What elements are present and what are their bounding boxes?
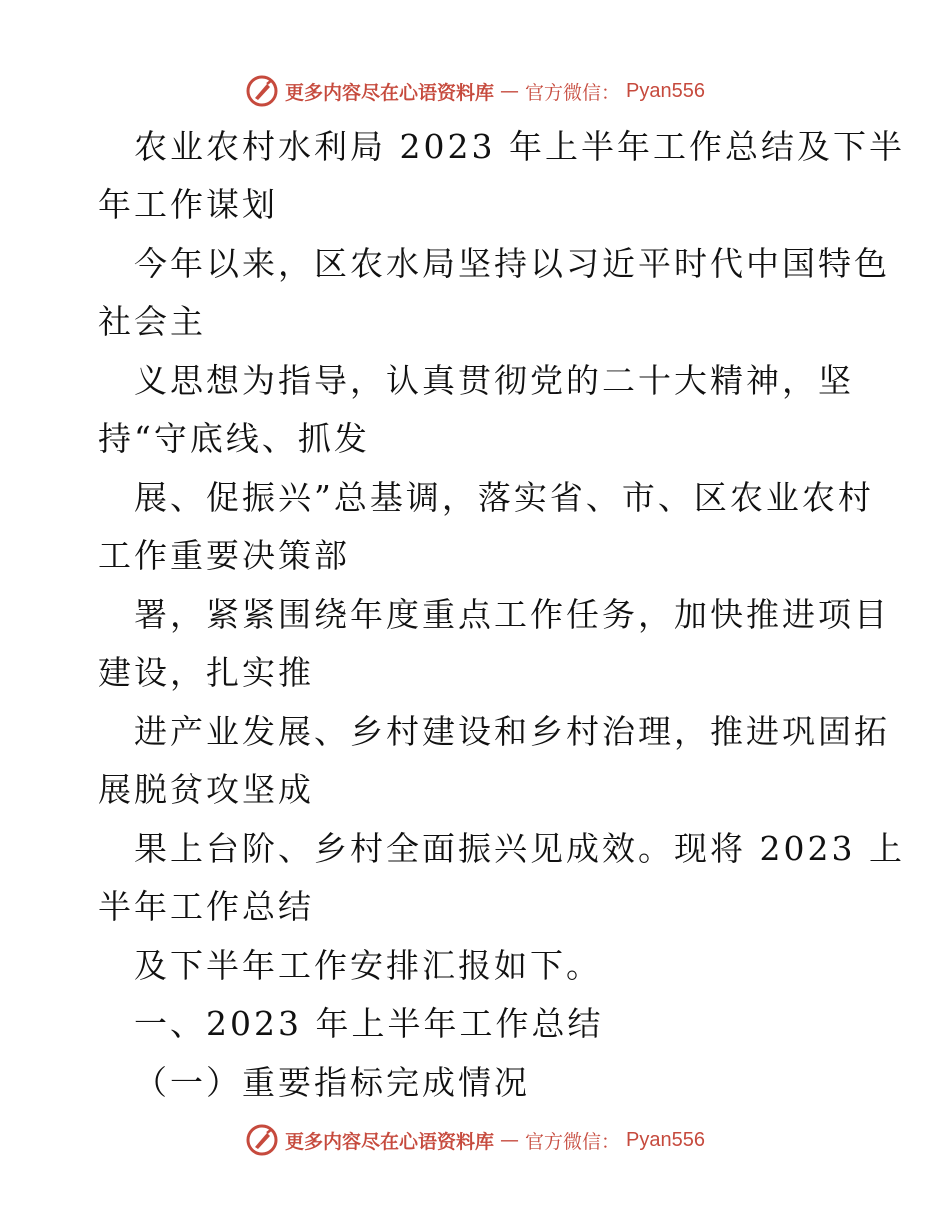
paragraph-line: 持“守底线、抓发 bbox=[98, 419, 370, 458]
quill-logo-icon bbox=[245, 74, 279, 108]
paragraph-line: 建设，扎实推 bbox=[98, 653, 314, 692]
footer-watermark bbox=[0, 1120, 950, 1160]
paragraph-line: 半年工作总结 bbox=[98, 887, 314, 926]
watermark-separator: — bbox=[500, 1129, 520, 1151]
watermark-wechat-id: Pyan556 bbox=[626, 79, 705, 102]
subsection-heading: （一）重要指标完成情况 bbox=[134, 1063, 530, 1102]
quill-logo-icon bbox=[245, 1123, 279, 1157]
watermark-brand: 更多内容尽在心语资料库 bbox=[285, 1130, 495, 1153]
header-watermark bbox=[0, 71, 950, 111]
title-line-2: 年工作谋划 bbox=[98, 185, 278, 224]
paragraph-line: 社会主 bbox=[98, 302, 206, 341]
paragraph-line: 展、促振兴”总基调，落实省、市、区农业农村 bbox=[134, 478, 874, 517]
watermark-brand: 更多内容尽在心语资料库 bbox=[285, 81, 495, 104]
paragraph-line: 今年以来，区农水局坚持以习近平时代中国特色 bbox=[134, 244, 890, 283]
paragraph-line: 果上台阶、乡村全面振兴见成效。现将 2023 上 bbox=[134, 829, 905, 868]
watermark-separator: — bbox=[500, 80, 520, 102]
paragraph-line: 展脱贫攻坚成 bbox=[98, 770, 314, 809]
paragraph-line: 进产业发展、乡村建设和乡村治理，推进巩固拓 bbox=[134, 712, 890, 751]
watermark-official-label: 官方微信： bbox=[525, 1130, 621, 1153]
paragraph-line: 工作重要决策部 bbox=[98, 536, 350, 575]
watermark-official-label: 官方微信： bbox=[525, 81, 621, 104]
watermark-wechat-id: Pyan556 bbox=[626, 1128, 705, 1151]
paragraph-line: 署，紧紧围绕年度重点工作任务，加快推进项目 bbox=[134, 595, 890, 634]
paragraph-line: 及下半年工作安排汇报如下。 bbox=[134, 946, 602, 985]
section-heading: 一、2023 年上半年工作总结 bbox=[134, 1004, 604, 1043]
title-line-1: 农业农村水利局 2023 年上半年工作总结及下半 bbox=[134, 127, 905, 166]
paragraph-line: 义思想为指导，认真贯彻党的二十大精神，坚 bbox=[134, 361, 854, 400]
